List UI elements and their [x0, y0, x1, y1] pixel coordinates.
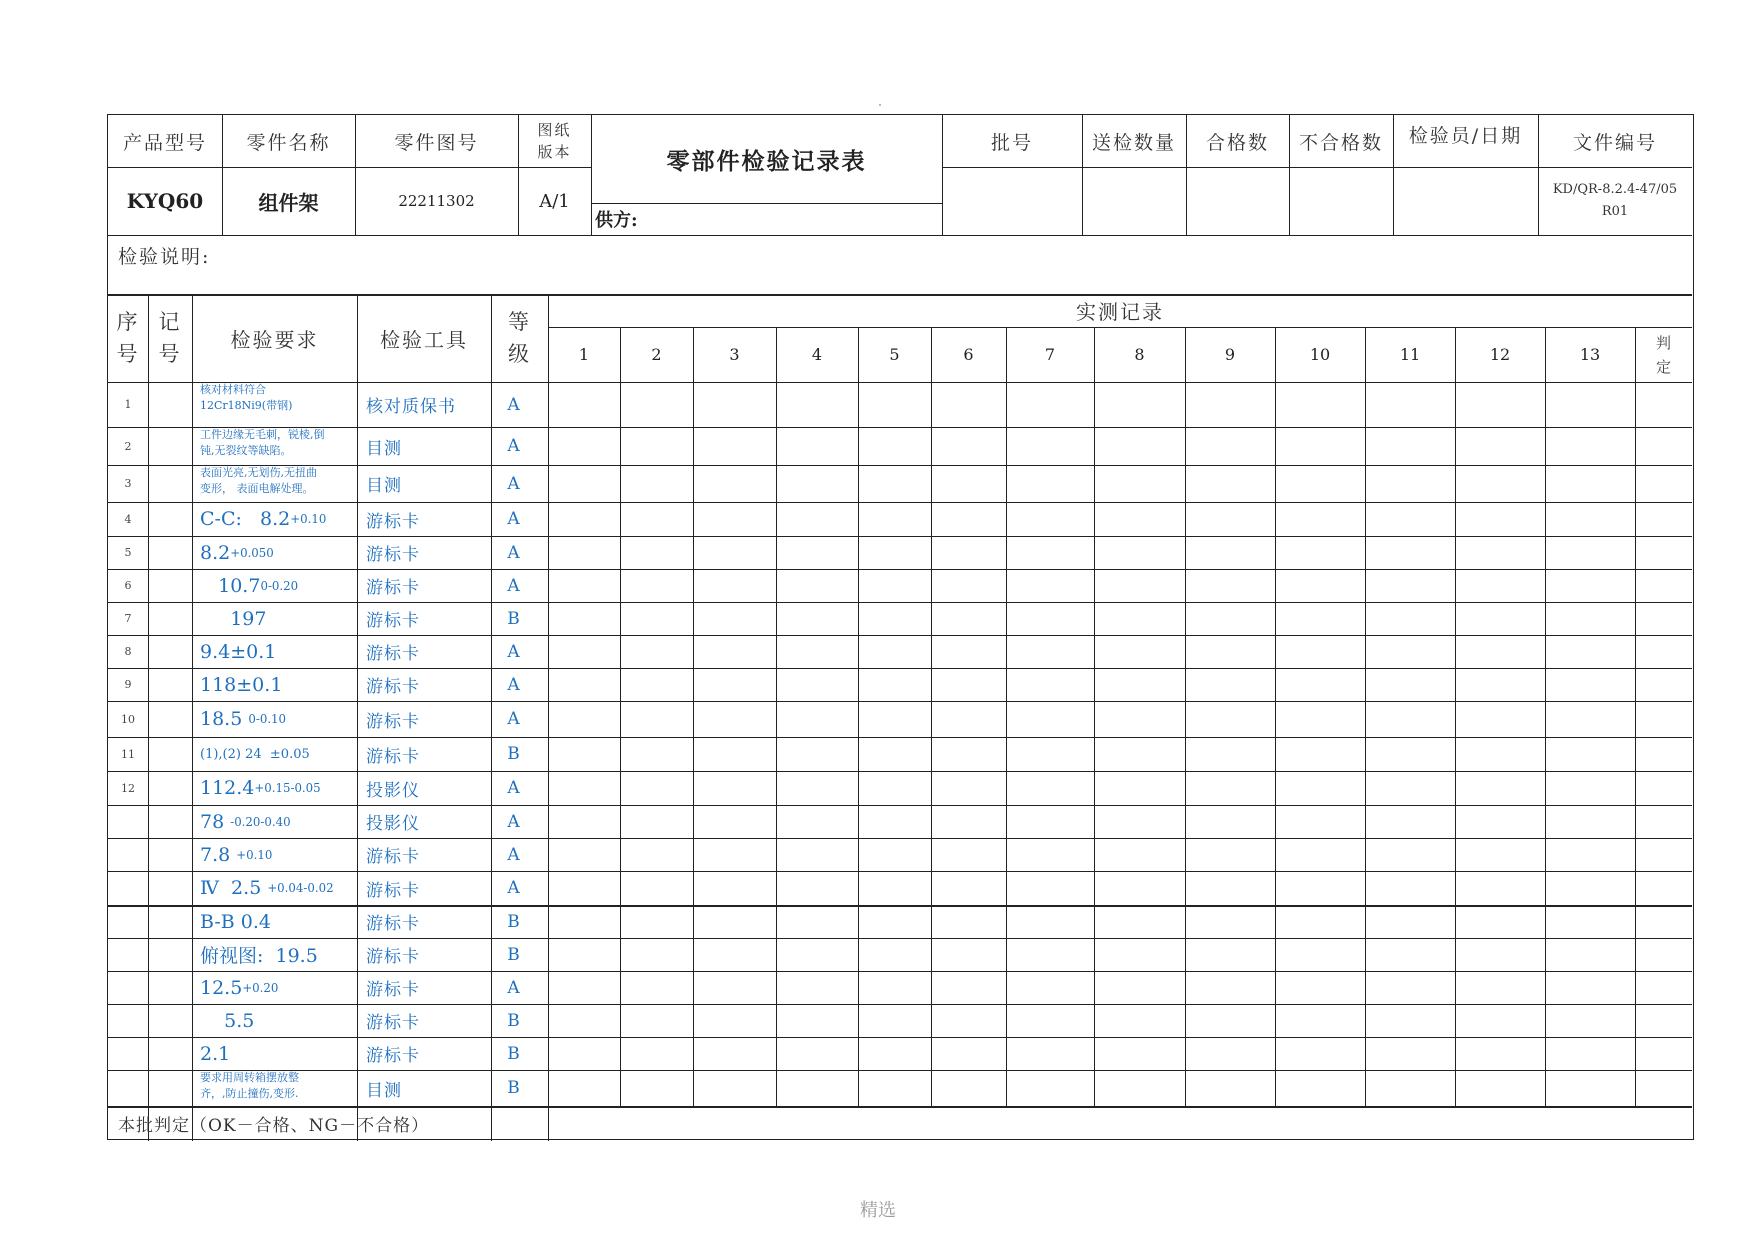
table-row-17-grade: B [507, 944, 520, 965]
record-vline [858, 327, 859, 1106]
table-row-13-tool: 投影仪 [366, 814, 420, 834]
table-row-10-tool: 游标卡 [366, 711, 420, 732]
requirement-line: 齐，,防止撞伤,变形. [200, 1087, 299, 1100]
table-row-12-grade: A [507, 778, 520, 798]
header-label-1: 零件名称 [246, 131, 331, 154]
requirement-value: 78 [200, 810, 231, 833]
table-row-18-grade: A [507, 977, 520, 998]
record-col-7: 7 [1044, 345, 1056, 364]
table-row-5-grade: A [507, 542, 520, 563]
table-row-21-requirement [200, 1070, 355, 1106]
tolerance-upper: +0.1 [236, 847, 265, 862]
table-vline [148, 294, 149, 1141]
requirement-value: 10.7 [200, 574, 261, 597]
record-vline [1455, 327, 1456, 1106]
tolerance-lower: -0.20 [267, 578, 299, 593]
table-row-3-seq: 3 [124, 477, 132, 490]
label-line: 序 [116, 310, 140, 334]
requirement-value: 9.4±0.1 [200, 640, 277, 663]
requirement-line: 变形， 表面电解处理。 [200, 482, 314, 495]
tolerance-lower: 0 [318, 512, 327, 526]
record-vline [1275, 327, 1276, 1106]
requirement-value: 197 [200, 607, 267, 630]
header-bottom-line [108, 235, 1692, 236]
value-file-number [1538, 167, 1692, 235]
label-line: 版本 [537, 143, 572, 161]
table-row-5-requirement [200, 536, 355, 569]
value-drawing-version: A/1 [539, 190, 570, 212]
batch-judgement-label: 本批判定（OK－合格、NG－不合格） [118, 1116, 430, 1136]
table-row-6-requirement [200, 569, 355, 602]
tolerance-upper: 0 [260, 578, 268, 593]
file-number-line: R01 [1601, 204, 1629, 219]
requirement-line: 12Cr18Ni9(带钢) [200, 399, 293, 412]
requirement-value: Ⅳ 2.5 [200, 877, 268, 899]
requirement-line: 钝,无裂纹等缺陷。 [200, 444, 292, 457]
table-row-9-grade: A [507, 674, 520, 695]
table-row-15-tool: 游标卡 [366, 880, 420, 901]
table-row-2-seq: 2 [124, 439, 132, 453]
label-line: 记 [158, 310, 182, 334]
record-col-5: 5 [889, 345, 900, 364]
header-label-4: 批号 [990, 131, 1033, 154]
tolerance-upper: +0.04 [267, 881, 304, 895]
requirement-line: 工件边缘无毛刺，锐棱,倒 [200, 428, 325, 441]
col-seq-header [108, 294, 148, 382]
record-col-2: 2 [651, 345, 662, 364]
table-row-16-requirement [200, 905, 355, 938]
requirement-value: 12.5 [200, 976, 243, 999]
requirement-value: 112.4 [200, 777, 255, 799]
table-row-1-requirement [200, 382, 355, 427]
tolerance-upper: +0.05 [230, 545, 267, 560]
label-line: 级 [508, 342, 531, 366]
table-row-17-requirement [200, 938, 355, 971]
table-row-10-seq: 10 [121, 712, 135, 726]
table-row-6-seq: 6 [124, 579, 132, 592]
table-row-8-seq: 8 [124, 645, 132, 658]
table-row-4-tool: 游标卡 [366, 511, 420, 532]
table-row-7-requirement [200, 602, 355, 635]
table-row-14-requirement [200, 838, 355, 871]
record-col-11: 11 [1399, 345, 1421, 364]
records-title: 实测记录 [1076, 300, 1164, 324]
table-row-4-requirement [200, 502, 355, 536]
requirement-value: 俯视图: 19.5 [200, 945, 318, 967]
speck [879, 104, 881, 106]
record-col-10: 10 [1309, 345, 1331, 364]
col-requirement-header: 检验要求 [230, 327, 319, 352]
tolerance-lower: 0 [270, 980, 279, 995]
table-vline [192, 294, 193, 1141]
table-row-20-tool: 游标卡 [366, 1046, 420, 1066]
record-vline [776, 327, 777, 1106]
tolerance-upper: -0.20 [230, 814, 261, 829]
form-title: 零部件检验记录表 [666, 147, 867, 175]
table-row-2-requirement [200, 427, 355, 465]
table-row-18-requirement [200, 971, 355, 1004]
table-row-19-requirement [200, 1004, 355, 1037]
table-row-4-seq: 4 [124, 512, 132, 526]
requirement-value: B-B 0.4 [200, 910, 271, 933]
supplier-label: 供方: [595, 210, 638, 231]
table-row-3-tool: 目测 [366, 476, 402, 496]
footer-text: 精选 [860, 1200, 896, 1221]
table-row-5-tool: 游标卡 [366, 545, 420, 565]
table-row-2-tool: 目测 [366, 438, 402, 459]
tolerance-lower: 0 [264, 847, 273, 862]
record-col-4: 4 [811, 345, 823, 364]
header-label-9: 文件编号 [1572, 131, 1657, 154]
table-row-8-grade: A [507, 641, 520, 662]
header-label-5: 送检数量 [1091, 131, 1176, 154]
requirement-line: 核对材料符合 [200, 383, 266, 396]
table-row-19-grade: B [507, 1010, 520, 1031]
header-label-8: 检验员/日期 [1408, 125, 1523, 147]
label-line: 号 [116, 342, 140, 366]
header-label-7: 不合格数 [1298, 131, 1383, 154]
table-row-14-tool: 游标卡 [366, 847, 420, 867]
requirement-line: 要求用周转箱摆放整 [200, 1071, 299, 1084]
table-row-11-tool: 游标卡 [366, 746, 420, 767]
inspection-note-label: 检验说明: [118, 245, 211, 268]
record-vline [620, 327, 621, 1106]
requirement-value: (1),(2) 24 ±0.05 [200, 746, 310, 762]
tolerance-upper: +0.1 [290, 512, 319, 526]
col-grade-header [491, 294, 548, 382]
record-vline [931, 327, 932, 1106]
requirement-value: 18.5 [200, 708, 249, 730]
table-row-7-grade: B [507, 608, 520, 629]
label-line: 判 [1655, 333, 1671, 352]
table-row-11-seq: 11 [121, 747, 135, 761]
table-row-20-grade: B [507, 1043, 520, 1064]
tolerance-upper: +0.2 [242, 980, 271, 995]
tolerance-lower: 0 [266, 545, 274, 560]
table-row-15-requirement [200, 871, 355, 905]
table-vline [357, 294, 358, 1141]
table-row-9-requirement [200, 668, 355, 701]
record-vline [1094, 327, 1095, 1106]
table-row-5-seq: 5 [124, 546, 132, 559]
table-row-19-tool: 游标卡 [366, 1013, 420, 1033]
table-row-17-tool: 游标卡 [366, 947, 420, 967]
table-row-6-grade: A [507, 575, 520, 596]
table-row-10-requirement [200, 701, 355, 737]
tolerance-lower: -0.02 [303, 881, 334, 895]
tolerance-upper: +0.15 [254, 781, 291, 795]
table-row-20-requirement [200, 1037, 355, 1070]
col-mark-header [148, 294, 192, 382]
file-number-line: KD/QR-8.2.4-47/05 [1552, 182, 1678, 197]
table-row-13-requirement [200, 805, 355, 838]
record-vline [1006, 327, 1007, 1106]
table-row-12-requirement [200, 771, 355, 805]
table-row-16-tool: 游标卡 [366, 914, 420, 934]
tolerance-lower: -0.10 [255, 712, 287, 726]
value-drawing-number: 22211302 [398, 192, 475, 210]
table-row-3-grade: A [507, 473, 520, 494]
table-row-4-grade: A [507, 509, 520, 529]
record-col-12: 12 [1489, 345, 1511, 364]
record-col-9: 9 [1224, 345, 1236, 364]
inspection-form [107, 114, 1694, 1140]
record-vline [693, 327, 694, 1106]
record-col-6: 6 [963, 345, 974, 364]
record-vline [1545, 327, 1546, 1106]
table-row-7-seq: 7 [124, 612, 132, 625]
table-row-6-tool: 游标卡 [366, 578, 420, 598]
table-row-21-tool: 目测 [366, 1080, 402, 1101]
table-row-21-grade: B [507, 1078, 520, 1098]
table-vline [548, 294, 549, 1141]
record-col-8: 8 [1134, 345, 1145, 364]
header-label-2: 零件图号 [394, 131, 479, 154]
requirement-value: 7.8 [200, 843, 237, 866]
table-row-11-requirement [200, 737, 355, 771]
header-label-drawing-version [518, 115, 591, 167]
col-tool-header: 检验工具 [380, 327, 468, 352]
record-vline [1365, 327, 1366, 1106]
col-judge-header [1635, 327, 1692, 382]
label-line: 号 [158, 342, 182, 366]
requirement-value: 5.5 [200, 1009, 255, 1032]
record-col-3: 3 [729, 345, 740, 364]
requirement-line: 表面光亮,无划伤,无扭曲 [200, 466, 317, 479]
record-col-1: 1 [578, 345, 590, 364]
label-line: 定 [1655, 357, 1671, 376]
value-product-model: KYQ60 [126, 189, 204, 213]
table-row-8-tool: 游标卡 [366, 644, 420, 664]
table-row-8-requirement [200, 635, 355, 668]
header-label-6: 合格数 [1205, 131, 1269, 154]
label-line: 等 [508, 310, 531, 334]
label-line: 图纸 [537, 121, 572, 139]
tolerance-upper: 0 [248, 712, 256, 726]
requirement-value: C-C: 8.2 [200, 508, 291, 530]
header-label-0: 产品型号 [122, 131, 207, 154]
record-col-13: 13 [1579, 345, 1601, 364]
table-row-10-grade: A [507, 709, 520, 729]
table-row-18-tool: 游标卡 [366, 980, 420, 1000]
record-vline [1635, 327, 1636, 1106]
table-row-1-seq: 1 [124, 398, 132, 411]
table-row-14-grade: A [507, 844, 520, 865]
table-row-2-grade: A [507, 436, 520, 456]
table-row-9-tool: 游标卡 [366, 677, 420, 697]
requirement-value: 8.2 [200, 541, 231, 564]
value-part-name: 组件架 [258, 190, 319, 215]
table-row-15-grade: A [507, 878, 520, 898]
tolerance-lower: -0.05 [290, 781, 321, 795]
table-row-12-seq: 12 [121, 781, 135, 795]
table-row-3-requirement [200, 465, 355, 502]
table-row-1-tool: 核对质保书 [366, 397, 456, 417]
record-vline [1185, 327, 1186, 1106]
table-row-13-grade: A [507, 811, 520, 832]
table-row-12-tool: 投影仪 [366, 780, 420, 801]
table-row-16-grade: B [507, 911, 520, 932]
tolerance-lower: -0.40 [260, 814, 291, 829]
requirement-value: 2.1 [200, 1042, 231, 1065]
table-row-9-seq: 9 [124, 678, 132, 691]
table-row-7-tool: 游标卡 [366, 611, 420, 631]
table-row-1-grade: A [507, 394, 520, 415]
requirement-value: 118±0.1 [200, 673, 283, 696]
table-row-11-grade: B [507, 744, 520, 764]
